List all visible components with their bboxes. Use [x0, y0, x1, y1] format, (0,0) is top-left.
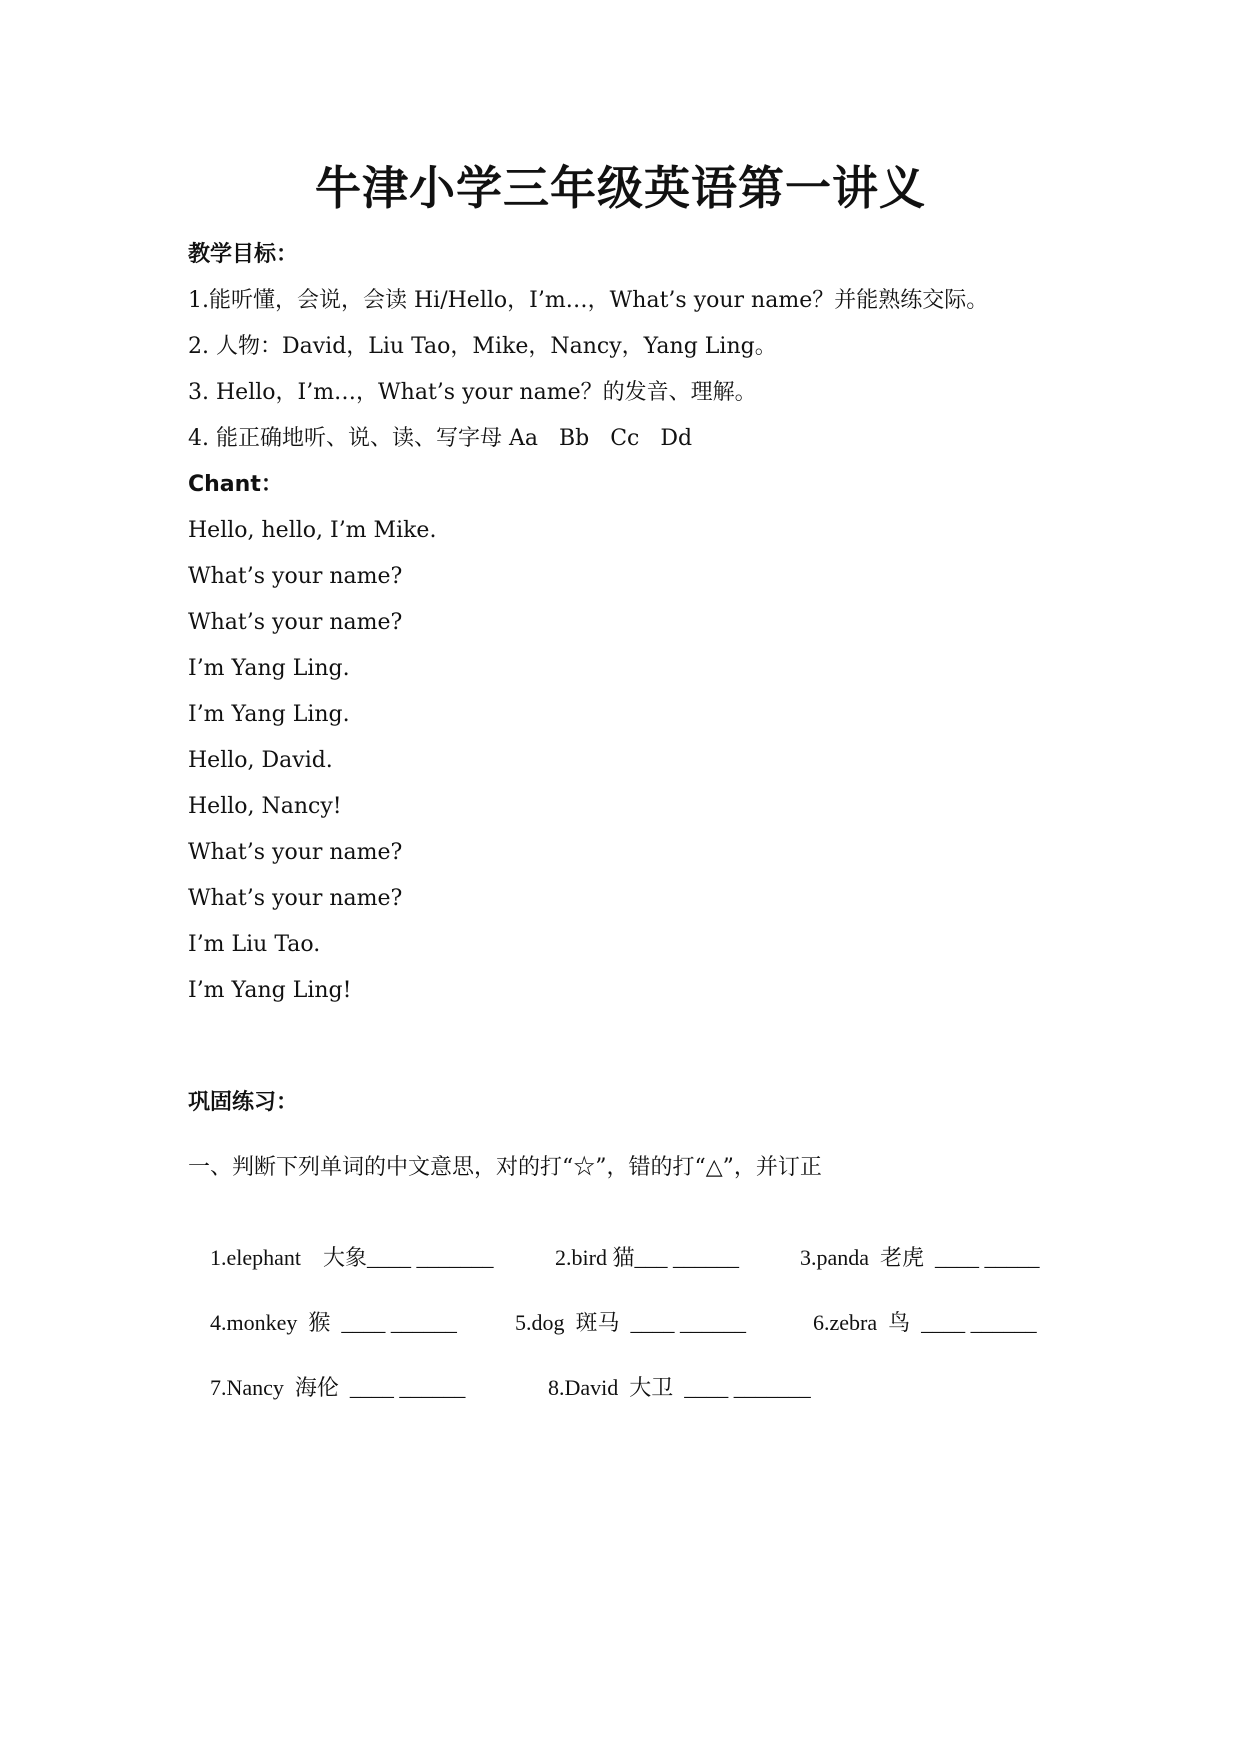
objectives-heading: 教学目标： [188, 242, 299, 267]
chant-line: What’s your name? [188, 840, 403, 865]
chant-line: What’s your name? [188, 886, 403, 911]
objective-item-3: 3. Hello，I’m…，What’s your name？的发音、理解。 [188, 380, 757, 405]
exercise-item: 5.dog 斑马 ____ ______ [515, 1310, 747, 1335]
objective-item-4: 4. 能正确地听、说、读、写字母 Aa Bb Cc Dd [188, 426, 693, 451]
chant-line: I’m Liu Tao. [188, 932, 321, 957]
exercise-item: 4.monkey 猴 ____ ______ [210, 1310, 457, 1335]
exercise-item: 8.David 大卫 ____ _______ [548, 1375, 811, 1400]
exercise-item: 6.zebra 鸟 ____ ______ [813, 1310, 1037, 1335]
exercise-item: 3.panda 老虎 ____ _____ [800, 1245, 1040, 1270]
chant-line: I’m Yang Ling! [188, 978, 352, 1003]
objective-item-1: 1.能听懂，会说，会读 Hi/Hello，I’m…，What’s your name？并能熟练交际。 [188, 288, 989, 313]
chant-heading: Chant： [188, 472, 283, 497]
chant-line: I’m Yang Ling. [188, 702, 350, 727]
practice-instruction: 一、判断下列单词的中文意思，对的打“☆”，错的打“△”，并订正 [188, 1155, 822, 1180]
chant-line: I’m Yang Ling. [188, 656, 350, 681]
objectives-section [188, 232, 1168, 462]
chant-line: Hello, David. [188, 748, 333, 773]
chant-section [188, 462, 1168, 1014]
chant-line: What’s your name? [188, 610, 403, 635]
page-title: 牛津小学三年级英语第一讲义 [315, 161, 926, 215]
exercise-item: 1.elephant 大象____ _______ [210, 1245, 494, 1270]
exercise-item: 2.bird 猫___ ______ [555, 1245, 739, 1270]
practice-heading: 巩固练习： [188, 1090, 299, 1115]
exercise-row [188, 1345, 811, 1428]
chant-line: Hello, hello, I’m Mike. [188, 518, 437, 543]
chant-line: What’s your name? [188, 564, 403, 589]
exercise-item: 7.Nancy 海伦 ____ ______ [210, 1375, 466, 1400]
objective-item-2: 2. 人物：David，Liu Tao，Mike，Nancy，Yang Ling。 [188, 334, 777, 359]
chant-line: Hello, Nancy! [188, 794, 342, 819]
